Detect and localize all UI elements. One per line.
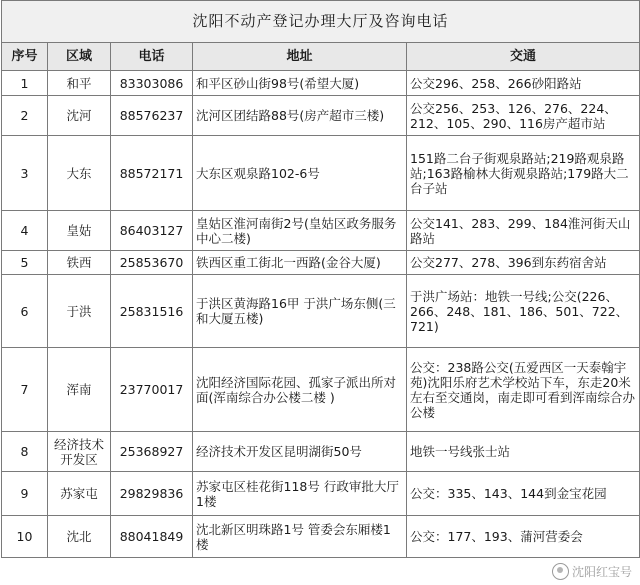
watermark-text: 沈阳红宝号 — [571, 565, 632, 579]
phone-cell: 25368927 — [111, 432, 193, 472]
row-number: 9 — [2, 472, 48, 516]
transport-cell: 公交277、278、396到东药宿舍站 — [407, 251, 640, 275]
table-title: 沈阳不动产登记办理大厅及咨询电话 — [2, 1, 640, 43]
area-cell: 经济技术开发区 — [48, 432, 111, 472]
area-cell: 和平 — [48, 71, 111, 96]
table-row — [2, 348, 640, 432]
info-table — [1, 0, 640, 558]
area-cell: 大东 — [48, 136, 111, 211]
phone-cell: 86403127 — [111, 211, 193, 251]
phone-cell: 25831516 — [111, 275, 193, 348]
table-row — [2, 472, 640, 516]
transport-cell: 公交141、283、299、184淮河街天山路站 — [407, 211, 640, 251]
row-number: 6 — [2, 275, 48, 348]
row-number: 3 — [2, 136, 48, 211]
area-cell: 苏家屯 — [48, 472, 111, 516]
address-cell: 经济技术开发区昆明湖街50号 — [193, 432, 407, 472]
table-row — [2, 136, 640, 211]
table-row — [2, 96, 640, 136]
table-row — [2, 211, 640, 251]
address-cell: 苏家屯区桂花街118号 行政审批大厅1楼 — [193, 472, 407, 516]
transport-cell: 公交：238路公交(五爱西区一天泰翰宇苑)沈阳乐府艺术学校站下车，东走20米左右至交通岗，南走即可看到浑南综合办公楼 — [407, 348, 640, 432]
transport-cell: 151路二台子街观泉路站;219路观泉路站;163路榆林大街观泉路站;179路大二台子站 — [407, 136, 640, 211]
phone-cell: 25853670 — [111, 251, 193, 275]
address-cell: 于洪区黄海路16甲 于洪广场东侧(三和大厦五楼) — [193, 275, 407, 348]
transport-cell: 公交296、258、266砂阳路站 — [407, 71, 640, 96]
address-cell: 和平区砂山街98号(希望大厦) — [193, 71, 407, 96]
table-row — [2, 71, 640, 96]
watermark — [550, 562, 634, 581]
area-cell: 皇姑 — [48, 211, 111, 251]
table-row — [2, 275, 640, 348]
table-row — [2, 516, 640, 558]
row-number: 7 — [2, 348, 48, 432]
phone-cell: 88572171 — [111, 136, 193, 211]
phone-cell: 88576237 — [111, 96, 193, 136]
transport-cell: 于洪广场站：地铁一号线;公交(226、266、248、181、186、501、722、721) — [407, 275, 640, 348]
transport-cell: 公交：335、143、144到金宝花园 — [407, 472, 640, 516]
area-cell: 铁西 — [48, 251, 111, 275]
area-cell: 沈河 — [48, 96, 111, 136]
transport-cell: 公交256、253、126、276、224、212、105、290、116房产超市站 — [407, 96, 640, 136]
col-phone-header: 电话 — [111, 43, 193, 71]
address-cell: 大东区观泉路102-6号 — [193, 136, 407, 211]
wechat-like-icon — [552, 563, 569, 580]
area-cell: 浑南 — [48, 348, 111, 432]
area-cell: 沈北 — [48, 516, 111, 558]
phone-cell: 88041849 — [111, 516, 193, 558]
col-no-header: 序号 — [2, 43, 48, 71]
transport-cell: 公交：177、193、蒲河营委会 — [407, 516, 640, 558]
row-number: 10 — [2, 516, 48, 558]
table-row — [2, 251, 640, 275]
table-row — [2, 432, 640, 472]
address-cell: 沈北新区明珠路1号 管委会东厢楼1楼 — [193, 516, 407, 558]
col-area-header: 区域 — [48, 43, 111, 71]
row-number: 5 — [2, 251, 48, 275]
address-cell: 沈河区团结路88号(房产超市三楼) — [193, 96, 407, 136]
phone-cell: 83303086 — [111, 71, 193, 96]
address-cell: 沈阳经济国际花园、孤家子派出所对面(浑南综合办公楼二楼 ) — [193, 348, 407, 432]
area-cell: 于洪 — [48, 275, 111, 348]
col-transport-header: 交通 — [407, 43, 640, 71]
row-number: 8 — [2, 432, 48, 472]
phone-cell: 23770017 — [111, 348, 193, 432]
transport-cell: 地铁一号线张士站 — [407, 432, 640, 472]
col-address-header: 地址 — [193, 43, 407, 71]
address-cell: 皇姑区淮河南街2号(皇姑区政务服务中心二楼) — [193, 211, 407, 251]
address-cell: 铁西区重工街北一西路(金谷大厦) — [193, 251, 407, 275]
row-number: 1 — [2, 71, 48, 96]
phone-cell: 29829836 — [111, 472, 193, 516]
row-number: 4 — [2, 211, 48, 251]
row-number: 2 — [2, 96, 48, 136]
header-row — [2, 43, 640, 71]
